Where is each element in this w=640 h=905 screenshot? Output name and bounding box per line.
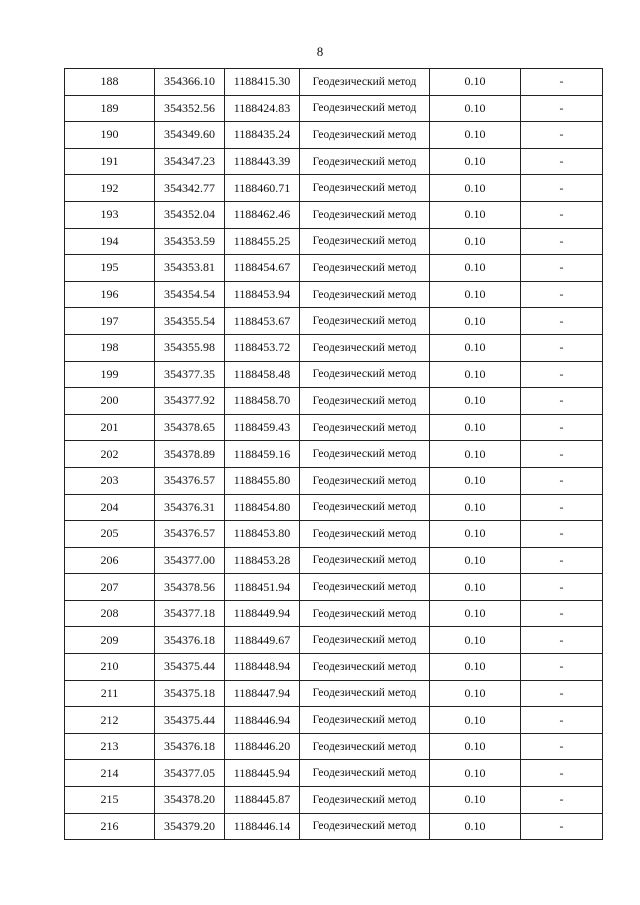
x-coordinate-cell: 354377.18 [155, 600, 225, 627]
y-coordinate-cell: 1188460.71 [225, 175, 300, 202]
accuracy-cell: 0.10 [430, 175, 521, 202]
page-number: 8 [316, 44, 324, 59]
accuracy-cell: 0.10 [430, 680, 521, 707]
method-cell: Геодезический метод [300, 733, 430, 760]
method-cell: Геодезический метод [300, 175, 430, 202]
accuracy-cell: 0.10 [430, 787, 521, 814]
point-number-cell: 193 [65, 201, 155, 228]
method-cell: Геодезический метод [300, 680, 430, 707]
accuracy-cell: 0.10 [430, 95, 521, 122]
method-cell: Геодезический метод [300, 627, 430, 654]
table-row [65, 228, 603, 255]
x-coordinate-cell: 354352.04 [155, 201, 225, 228]
x-coordinate-cell: 354376.18 [155, 733, 225, 760]
accuracy-cell: 0.10 [430, 201, 521, 228]
point-number-cell: 188 [65, 69, 155, 96]
table-row [65, 69, 603, 96]
note-cell: - [521, 760, 603, 787]
x-coordinate-cell: 354377.35 [155, 361, 225, 388]
point-number-cell: 215 [65, 787, 155, 814]
accuracy-cell: 0.10 [430, 707, 521, 734]
y-coordinate-cell: 1188459.16 [225, 441, 300, 468]
x-coordinate-cell: 354378.65 [155, 414, 225, 441]
y-coordinate-cell: 1188453.80 [225, 521, 300, 548]
table-row [65, 201, 603, 228]
note-cell: - [521, 707, 603, 734]
coordinates-table-body [65, 69, 603, 840]
table-row [65, 361, 603, 388]
accuracy-cell: 0.10 [430, 654, 521, 681]
table-row [65, 787, 603, 814]
y-coordinate-cell: 1188435.24 [225, 122, 300, 149]
note-cell: - [521, 547, 603, 574]
x-coordinate-cell: 354355.54 [155, 308, 225, 335]
note-cell: - [521, 733, 603, 760]
note-cell: - [521, 148, 603, 175]
y-coordinate-cell: 1188458.70 [225, 388, 300, 415]
x-coordinate-cell: 354349.60 [155, 122, 225, 149]
point-number-cell: 196 [65, 281, 155, 308]
y-coordinate-cell: 1188443.39 [225, 148, 300, 175]
point-number-cell: 208 [65, 600, 155, 627]
point-number-cell: 191 [65, 148, 155, 175]
point-number-cell: 210 [65, 654, 155, 681]
note-cell: - [521, 521, 603, 548]
note-cell: - [521, 787, 603, 814]
method-cell: Геодезический метод [300, 521, 430, 548]
table-row [65, 600, 603, 627]
note-cell: - [521, 654, 603, 681]
y-coordinate-cell: 1188445.87 [225, 787, 300, 814]
table-row [65, 494, 603, 521]
y-coordinate-cell: 1188455.25 [225, 228, 300, 255]
y-coordinate-cell: 1188447.94 [225, 680, 300, 707]
accuracy-cell: 0.10 [430, 281, 521, 308]
table-row [65, 388, 603, 415]
method-cell: Геодезический метод [300, 334, 430, 361]
accuracy-cell: 0.10 [430, 334, 521, 361]
accuracy-cell: 0.10 [430, 414, 521, 441]
y-coordinate-cell: 1188459.43 [225, 414, 300, 441]
method-cell: Геодезический метод [300, 467, 430, 494]
accuracy-cell: 0.10 [430, 361, 521, 388]
x-coordinate-cell: 354376.18 [155, 627, 225, 654]
note-cell: - [521, 467, 603, 494]
method-cell: Геодезический метод [300, 228, 430, 255]
point-number-cell: 206 [65, 547, 155, 574]
y-coordinate-cell: 1188445.94 [225, 760, 300, 787]
method-cell: Геодезический метод [300, 388, 430, 415]
method-cell: Геодезический метод [300, 787, 430, 814]
x-coordinate-cell: 354376.57 [155, 521, 225, 548]
point-number-cell: 216 [65, 813, 155, 840]
y-coordinate-cell: 1188454.80 [225, 494, 300, 521]
table-row [65, 547, 603, 574]
point-number-cell: 203 [65, 467, 155, 494]
table-row [65, 467, 603, 494]
y-coordinate-cell: 1188451.94 [225, 574, 300, 601]
y-coordinate-cell: 1188446.20 [225, 733, 300, 760]
table-row [65, 760, 603, 787]
note-cell: - [521, 228, 603, 255]
table-row [65, 627, 603, 654]
x-coordinate-cell: 354375.18 [155, 680, 225, 707]
point-number-cell: 201 [65, 414, 155, 441]
accuracy-cell: 0.10 [430, 467, 521, 494]
point-number-cell: 197 [65, 308, 155, 335]
accuracy-cell: 0.10 [430, 441, 521, 468]
table-row [65, 281, 603, 308]
point-number-cell: 207 [65, 574, 155, 601]
x-coordinate-cell: 354342.77 [155, 175, 225, 202]
method-cell: Геодезический метод [300, 654, 430, 681]
x-coordinate-cell: 354353.59 [155, 228, 225, 255]
x-coordinate-cell: 354378.89 [155, 441, 225, 468]
method-cell: Геодезический метод [300, 574, 430, 601]
accuracy-cell: 0.10 [430, 627, 521, 654]
point-number-cell: 212 [65, 707, 155, 734]
y-coordinate-cell: 1188453.67 [225, 308, 300, 335]
note-cell: - [521, 600, 603, 627]
accuracy-cell: 0.10 [430, 122, 521, 149]
point-number-cell: 190 [65, 122, 155, 149]
accuracy-cell: 0.10 [430, 600, 521, 627]
table-row [65, 707, 603, 734]
point-number-cell: 209 [65, 627, 155, 654]
method-cell: Геодезический метод [300, 600, 430, 627]
note-cell: - [521, 361, 603, 388]
y-coordinate-cell: 1188455.80 [225, 467, 300, 494]
table-row [65, 95, 603, 122]
note-cell: - [521, 441, 603, 468]
point-number-cell: 189 [65, 95, 155, 122]
y-coordinate-cell: 1188449.94 [225, 600, 300, 627]
note-cell: - [521, 308, 603, 335]
accuracy-cell: 0.10 [430, 228, 521, 255]
y-coordinate-cell: 1188454.67 [225, 255, 300, 282]
x-coordinate-cell: 354366.10 [155, 69, 225, 96]
method-cell: Геодезический метод [300, 414, 430, 441]
point-number-cell: 199 [65, 361, 155, 388]
method-cell: Геодезический метод [300, 760, 430, 787]
note-cell: - [521, 627, 603, 654]
y-coordinate-cell: 1188415.30 [225, 69, 300, 96]
y-coordinate-cell: 1188453.28 [225, 547, 300, 574]
method-cell: Геодезический метод [300, 281, 430, 308]
point-number-cell: 205 [65, 521, 155, 548]
note-cell: - [521, 201, 603, 228]
note-cell: - [521, 388, 603, 415]
accuracy-cell: 0.10 [430, 521, 521, 548]
table-row [65, 414, 603, 441]
x-coordinate-cell: 354378.56 [155, 574, 225, 601]
y-coordinate-cell: 1188446.94 [225, 707, 300, 734]
method-cell: Геодезический метод [300, 547, 430, 574]
method-cell: Геодезический метод [300, 361, 430, 388]
y-coordinate-cell: 1188449.67 [225, 627, 300, 654]
x-coordinate-cell: 354353.81 [155, 255, 225, 282]
point-number-cell: 204 [65, 494, 155, 521]
note-cell: - [521, 122, 603, 149]
x-coordinate-cell: 354354.54 [155, 281, 225, 308]
x-coordinate-cell: 354375.44 [155, 707, 225, 734]
y-coordinate-cell: 1188424.83 [225, 95, 300, 122]
x-coordinate-cell: 354377.05 [155, 760, 225, 787]
table-row [65, 122, 603, 149]
note-cell: - [521, 574, 603, 601]
table-row [65, 255, 603, 282]
x-coordinate-cell: 354377.92 [155, 388, 225, 415]
x-coordinate-cell: 354376.31 [155, 494, 225, 521]
accuracy-cell: 0.10 [430, 148, 521, 175]
x-coordinate-cell: 354375.44 [155, 654, 225, 681]
table-row [65, 574, 603, 601]
accuracy-cell: 0.10 [430, 760, 521, 787]
table-row [65, 654, 603, 681]
y-coordinate-cell: 1188453.94 [225, 281, 300, 308]
accuracy-cell: 0.10 [430, 388, 521, 415]
accuracy-cell: 0.10 [430, 69, 521, 96]
coordinates-table [64, 68, 603, 840]
note-cell: - [521, 494, 603, 521]
accuracy-cell: 0.10 [430, 813, 521, 840]
point-number-cell: 194 [65, 228, 155, 255]
note-cell: - [521, 69, 603, 96]
method-cell: Геодезический метод [300, 201, 430, 228]
x-coordinate-cell: 354378.20 [155, 787, 225, 814]
x-coordinate-cell: 354377.00 [155, 547, 225, 574]
point-number-cell: 211 [65, 680, 155, 707]
point-number-cell: 202 [65, 441, 155, 468]
note-cell: - [521, 255, 603, 282]
note-cell: - [521, 414, 603, 441]
method-cell: Геодезический метод [300, 255, 430, 282]
method-cell: Геодезический метод [300, 148, 430, 175]
method-cell: Геодезический метод [300, 308, 430, 335]
accuracy-cell: 0.10 [430, 308, 521, 335]
table-row [65, 733, 603, 760]
table-row [65, 308, 603, 335]
y-coordinate-cell: 1188448.94 [225, 654, 300, 681]
accuracy-cell: 0.10 [430, 574, 521, 601]
x-coordinate-cell: 354352.56 [155, 95, 225, 122]
table-row [65, 334, 603, 361]
point-number-cell: 192 [65, 175, 155, 202]
note-cell: - [521, 95, 603, 122]
y-coordinate-cell: 1188446.14 [225, 813, 300, 840]
note-cell: - [521, 281, 603, 308]
accuracy-cell: 0.10 [430, 255, 521, 282]
x-coordinate-cell: 354347.23 [155, 148, 225, 175]
y-coordinate-cell: 1188458.48 [225, 361, 300, 388]
table-row [65, 680, 603, 707]
method-cell: Геодезический метод [300, 122, 430, 149]
table-row [65, 441, 603, 468]
accuracy-cell: 0.10 [430, 494, 521, 521]
y-coordinate-cell: 1188453.72 [225, 334, 300, 361]
x-coordinate-cell: 354379.20 [155, 813, 225, 840]
method-cell: Геодезический метод [300, 69, 430, 96]
method-cell: Геодезический метод [300, 707, 430, 734]
table-row [65, 148, 603, 175]
y-coordinate-cell: 1188462.46 [225, 201, 300, 228]
method-cell: Геодезический метод [300, 813, 430, 840]
point-number-cell: 200 [65, 388, 155, 415]
note-cell: - [521, 680, 603, 707]
note-cell: - [521, 334, 603, 361]
note-cell: - [521, 175, 603, 202]
table-row [65, 521, 603, 548]
point-number-cell: 195 [65, 255, 155, 282]
method-cell: Геодезический метод [300, 95, 430, 122]
x-coordinate-cell: 354376.57 [155, 467, 225, 494]
point-number-cell: 214 [65, 760, 155, 787]
table-row [65, 813, 603, 840]
method-cell: Геодезический метод [300, 494, 430, 521]
method-cell: Геодезический метод [300, 441, 430, 468]
accuracy-cell: 0.10 [430, 547, 521, 574]
note-cell: - [521, 813, 603, 840]
point-number-cell: 198 [65, 334, 155, 361]
table-row [65, 175, 603, 202]
x-coordinate-cell: 354355.98 [155, 334, 225, 361]
point-number-cell: 213 [65, 733, 155, 760]
accuracy-cell: 0.10 [430, 733, 521, 760]
